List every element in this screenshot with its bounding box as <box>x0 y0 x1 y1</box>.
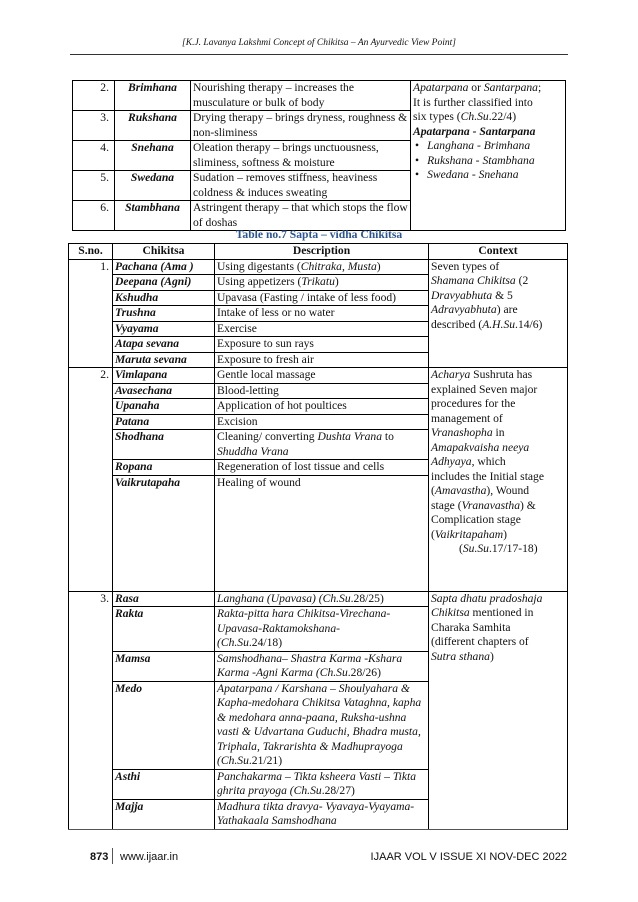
chikitsa-description: Healing of wound <box>215 475 429 591</box>
ctx-text: ; <box>537 81 542 94</box>
ctx-text: ) & <box>520 498 536 512</box>
ctx-text: Chikitsa <box>431 606 470 619</box>
therapy-pairs-list <box>413 139 563 183</box>
ctx-text: ) are <box>496 303 518 316</box>
table-caption: Table no.7 Sapta – vidha Chikitsa <box>235 228 403 241</box>
chikitsa-name: Patana <box>113 414 215 430</box>
table-row <box>69 368 568 384</box>
desc-text: Ch.Su <box>322 591 351 605</box>
chikitsa-name: Mamsa <box>113 651 215 681</box>
chikitsa-name: Asthi <box>113 769 215 799</box>
ctx-text: Adhyaya <box>431 455 472 468</box>
therapy-name: Brimhana <box>115 81 191 111</box>
footer-divider <box>112 848 113 864</box>
desc-text: Ch.Su <box>293 784 322 797</box>
table-row <box>73 81 566 111</box>
list-item: • Rukshana - Stambhana <box>413 154 563 169</box>
ctx-text: Apatarpana <box>413 81 469 94</box>
chikitsa-description: Blood-letting <box>215 383 429 399</box>
chikitsa-name: Ropana <box>113 460 215 476</box>
group-number: 1. <box>69 259 113 368</box>
chikitsa-name: Vyayama <box>113 321 215 337</box>
therapy-name: Swedana <box>115 171 191 201</box>
desc-text: to <box>382 430 394 443</box>
group-context <box>429 368 568 592</box>
table-header-row <box>69 244 568 260</box>
chikitsa-description <box>215 607 429 652</box>
desc-text: Chitraka, Musta <box>300 259 377 273</box>
chikitsa-name: Upanaha <box>113 399 215 415</box>
ctx-text: Vaikritapaham <box>434 527 504 541</box>
desc-text: ) <box>376 259 381 273</box>
chikitsa-description <box>215 275 429 291</box>
ctx-text: Sushruta has <box>470 368 533 381</box>
chikitsa-name: Trushna <box>113 306 215 322</box>
chikitsa-description: Excision <box>215 414 429 430</box>
chikitsa-description: Exposure to sun rays <box>215 337 429 353</box>
ctx-text: Sutra sthana <box>431 649 490 663</box>
chikitsa-name: Rasa <box>113 591 215 607</box>
sapta-vidha-chikitsa-table <box>68 243 568 830</box>
chikitsa-name: Vaikrutapaha <box>113 475 215 591</box>
ctx-text: , which <box>471 455 506 468</box>
row-number: 3. <box>73 111 115 141</box>
ctx-text: explained Seven major <box>431 382 538 396</box>
site-url: www.ijaar.in <box>120 851 179 863</box>
ctx-text: .22/4) <box>488 110 517 123</box>
ctx-text: It is further classified into <box>413 95 533 109</box>
chikitsa-name: Rakta <box>113 607 215 652</box>
chikitsa-name: Vimlapana <box>113 368 215 384</box>
ctx-text: management of <box>431 411 503 425</box>
running-header: [K.J. Lavanya Lakshmi Concept of Chikitsa – An Ayurvedic View Point] <box>182 38 456 48</box>
ctx-text: Santarpana <box>483 81 538 94</box>
ctx-text: Acharya <box>431 368 471 381</box>
chikitsa-name: Avasechana <box>113 383 215 399</box>
desc-text: (Ch.Su <box>217 636 249 649</box>
journal-info: IJAAR VOL V ISSUE XI NOV-DEC 2022 <box>370 851 567 863</box>
group-context <box>429 259 568 368</box>
chikitsa-name: Maruta sevana <box>113 352 215 368</box>
ctx-text: ) <box>503 527 508 541</box>
desc-text: .28/27) <box>321 784 355 797</box>
ctx-text: Ch.Su <box>460 110 489 123</box>
table-row <box>69 259 568 275</box>
desc-text: Cleaning/ converting <box>217 430 318 443</box>
row-number: 2. <box>73 81 115 111</box>
desc-text: ) <box>334 275 339 288</box>
ctx-text: ( <box>431 527 435 541</box>
ctx-text: ), Wound <box>486 484 530 497</box>
chikitsa-description: Intake of less or no water <box>215 306 429 322</box>
header-description: Description <box>215 244 429 260</box>
ctx-text: procedures for the <box>431 397 516 410</box>
chikitsa-name: Kshudha <box>113 290 215 306</box>
desc-text: Using appetizers ( <box>217 275 302 288</box>
ctx-text: Charaka Samhita <box>431 620 511 634</box>
ctx-text: ) <box>489 649 494 663</box>
ctx-text: Sapta dhatu pradoshaja <box>431 591 543 605</box>
desc-text: Dushta Vrana <box>317 430 382 443</box>
desc-text: .24/18) <box>248 636 283 649</box>
ctx-heading: Apatarpana - Santarpana <box>413 124 536 138</box>
chikitsa-name: Majja <box>113 799 215 829</box>
row-number: 5. <box>73 171 115 201</box>
ctx-text: .14/6) <box>515 317 543 331</box>
ctx-text: described ( <box>431 317 483 331</box>
ctx-text: includes the Initial stage <box>431 469 545 483</box>
therapy-description: Oleation therapy – brings unctuousness, sliminess, softness & moisture <box>191 141 411 171</box>
ctx-text: ( <box>459 542 463 555</box>
chikitsa-description <box>215 769 429 799</box>
desc-text: .28/26) <box>347 666 381 679</box>
group-number: 2. <box>69 368 113 592</box>
therapy-context <box>411 81 566 231</box>
ctx-text: Complication stage <box>431 513 521 526</box>
header-sno: S.no. <box>69 244 113 260</box>
desc-text: Rakta-pitta hara Chikitsa-Virechana-Upavasa-Raktamokshana- <box>217 607 391 635</box>
chikitsa-description <box>215 651 429 681</box>
chikitsa-description: Exercise <box>215 321 429 337</box>
desc-text: Samshodhana– Shastra Karma -Kshara Karma -Agni Karma ( <box>217 651 403 679</box>
ctx-text: ( <box>431 484 435 497</box>
row-number: 4. <box>73 141 115 171</box>
ctx-text: in <box>492 426 505 439</box>
desc-text: Panchakarma – Tikta ksheera Vasti – Tikta ghrita prayoga ( <box>217 769 417 797</box>
page-number: 873 <box>90 851 109 863</box>
ctx-text: (different chapters of <box>431 635 529 648</box>
chikitsa-description: Gentle local massage <box>215 368 429 384</box>
therapy-types-table <box>72 80 566 231</box>
chikitsa-description: Upavasa (Fasting / intake of less food) <box>215 290 429 306</box>
ctx-text: Dravyabhuta <box>431 288 493 302</box>
chikitsa-description <box>215 591 429 607</box>
ctx-text: Adravyabhuta <box>431 303 497 316</box>
therapy-description: Astringent therapy – that which stops the flow of doshas <box>191 201 411 231</box>
list-item: • Swedana - Snehana <box>413 168 563 183</box>
desc-text: Shuddha Vrana <box>217 444 289 458</box>
row-number: 6. <box>73 201 115 231</box>
desc-text: Madhura tikta dravya- Vyavaya-Vyayama- Yathakaala Samshodhana <box>217 799 415 827</box>
list-item: • Langhana - Brimhana <box>413 139 563 154</box>
chikitsa-name: Medo <box>113 681 215 769</box>
ctx-text: .17/17-18) <box>488 542 538 555</box>
therapy-description: Sudation – removes stiffness, heaviness coldness & induces sweating <box>191 171 411 201</box>
chikitsa-description: Regeneration of lost tissue and cells <box>215 460 429 476</box>
desc-text: Langhana (Upavasa) ( <box>217 591 323 605</box>
ctx-text: or <box>468 81 484 94</box>
desc-text: Apatarpana / Karshana – Shoulyahara & Kapha-medohara Chikitsa Vataghna, kapha & medohara anna-paana, Ruksha-ushna vasti & Udvartana Guduchi, Bhadra musta, Triphala, Takrarishta & Madhuprayoga <box>217 681 422 753</box>
ctx-text: Amavastha <box>434 484 487 497</box>
ctx-text: six types ( <box>413 110 461 123</box>
therapy-name: Rukshana <box>115 111 191 141</box>
chikitsa-name: Atapa sevana <box>113 337 215 353</box>
chikitsa-description <box>215 259 429 275</box>
ctx-text: Su.Su <box>462 542 489 555</box>
ctx-text: mentioned in <box>469 606 534 619</box>
ctx-text: A.H.Su <box>482 317 516 331</box>
table-row <box>69 591 568 607</box>
footer-rule <box>68 829 567 830</box>
ctx-text: Vranavastha <box>461 498 520 512</box>
therapy-description: Drying therapy – brings dryness, roughness & non-sliminess <box>191 111 411 141</box>
group-number: 3. <box>69 591 113 829</box>
desc-text: Using digestants ( <box>217 259 301 273</box>
ctx-text: stage ( <box>431 498 462 512</box>
ctx-text: Vranashopha <box>431 426 493 439</box>
desc-text: (Ch.Su <box>217 754 249 767</box>
chikitsa-name: Pachana (Ama ) <box>113 259 215 275</box>
therapy-name: Snehana <box>115 141 191 171</box>
therapy-description: Nourishing therapy – increases the musculature or bulk of body <box>191 81 411 111</box>
chikitsa-description <box>215 430 429 460</box>
chikitsa-description: Application of hot poultices <box>215 399 429 415</box>
ctx-text: Amapakvaisha neeya <box>431 440 530 454</box>
desc-text: .28/25) <box>350 591 384 605</box>
therapy-name: Stambhana <box>115 201 191 231</box>
ctx-text: Shamana Chikitsa <box>431 274 516 287</box>
chikitsa-name: Deepana (Agni) <box>113 275 215 291</box>
chikitsa-name: Shodhana <box>113 430 215 460</box>
ctx-text: Seven types of <box>431 259 500 273</box>
ctx-text: (2 <box>515 274 529 287</box>
desc-text: Trikatu <box>301 275 335 288</box>
header-context: Context <box>429 244 568 260</box>
chikitsa-description <box>215 799 429 829</box>
desc-text: .21/21) <box>248 754 283 767</box>
header-rule <box>70 54 568 55</box>
header-chikitsa: Chikitsa <box>113 244 215 260</box>
desc-text: Ch.Su <box>319 666 348 679</box>
ctx-text: & 5 <box>492 288 513 302</box>
chikitsa-description <box>215 681 429 769</box>
chikitsa-description: Exposure to fresh air <box>215 352 429 368</box>
group-context <box>429 591 568 829</box>
